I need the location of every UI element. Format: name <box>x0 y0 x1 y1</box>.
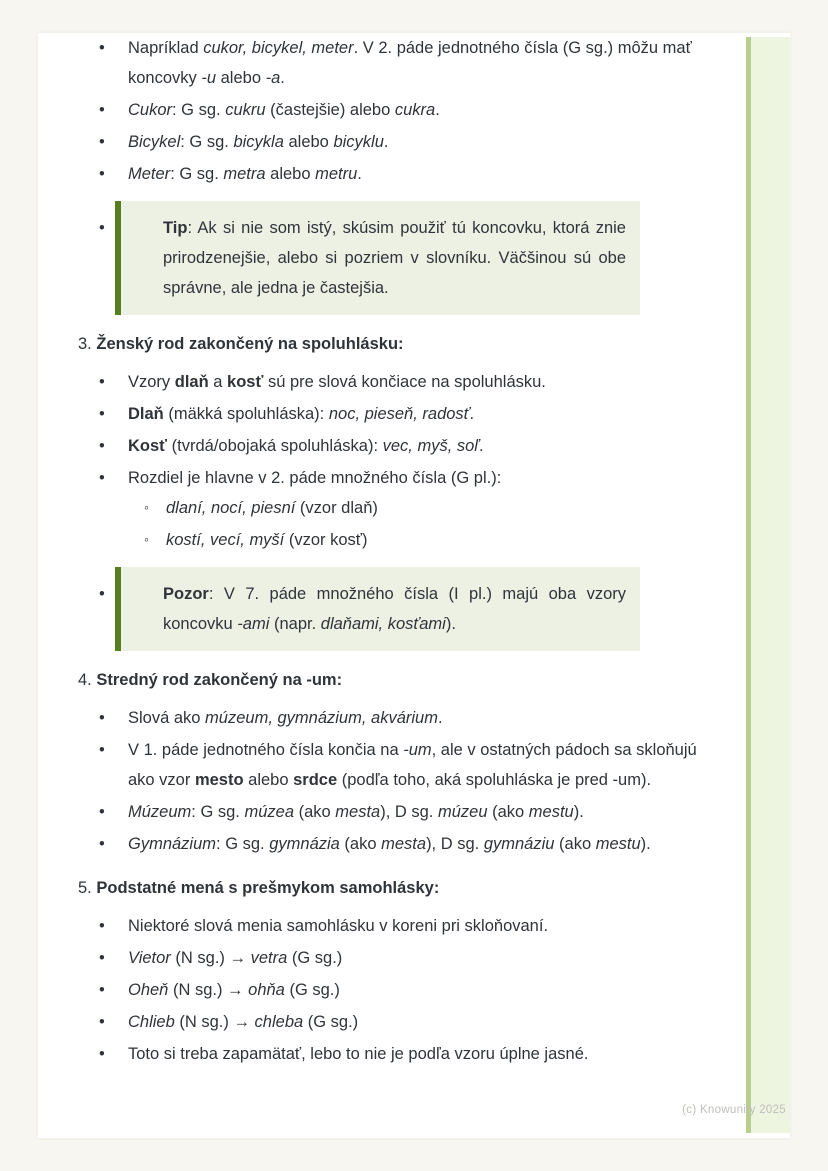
bullet-icon: • <box>99 741 105 759</box>
text-segment: : Ak si nie som istý, skúsim použiť tú koncovku, ktorá znie prirodzenejšie, alebo si pozriem v slovníku. Väčšinou sú obe správne, ale jedna je častejšia. <box>163 219 626 297</box>
text-segment: cukru <box>225 101 266 119</box>
bullet-icon: • <box>99 469 105 487</box>
bullet-icon: • <box>99 1013 105 1031</box>
text-segment: Napríklad <box>128 39 204 57</box>
text-segment: Meter <box>128 165 171 183</box>
text-segment: ), D sg. <box>426 835 484 853</box>
list-item-text <box>128 803 584 821</box>
text-segment: Rozdiel je hlavne v 2. páde množného čísla (G pl.): <box>128 469 502 487</box>
list-item-text <box>128 949 342 967</box>
bullet-icon: • <box>99 165 105 183</box>
bullet-icon: • <box>99 981 105 999</box>
text-segment: : G sg. <box>216 835 270 853</box>
text-segment: -ami <box>237 615 270 633</box>
text-segment: mesto <box>194 771 244 789</box>
text-segment: Kosť <box>128 437 168 455</box>
list-item-text <box>166 531 367 549</box>
text-segment: (ako <box>554 835 596 853</box>
bullet-icon: • <box>99 709 105 727</box>
section-title: Ženský rod zakončený na spoluhlásku: <box>96 335 404 353</box>
list-item <box>78 367 712 397</box>
list-item <box>78 431 712 461</box>
list-item <box>78 1039 712 1069</box>
section-heading <box>78 665 712 695</box>
list-item <box>78 127 712 157</box>
section-title: Stredný rod zakončený na -um: <box>96 671 343 689</box>
text-segment: . <box>437 709 443 727</box>
text-segment: (častejšie) alebo <box>265 101 395 119</box>
list-item <box>78 703 712 733</box>
bullet-icon: • <box>99 803 105 821</box>
text-segment: Vietor <box>128 949 171 967</box>
text-segment: gymnáziu <box>483 835 555 853</box>
watermark: (c) Knowunity 2025 <box>682 1104 786 1116</box>
text-segment: Múzeum <box>128 803 192 821</box>
list-item <box>78 829 712 859</box>
list-item-text <box>166 499 378 517</box>
list-item-text <box>128 835 651 853</box>
text-segment: alebo <box>216 69 266 87</box>
text-segment: (N sg.) → <box>168 981 249 999</box>
section-heading <box>78 329 712 359</box>
bullet-icon: • <box>99 1045 105 1063</box>
text-segment: sú pre slová končiace na spoluhlásku. <box>263 373 546 391</box>
list-item-text <box>128 469 501 487</box>
list-item-text <box>128 981 340 999</box>
text-segment: mestu <box>528 803 574 821</box>
text-segment: (mäkká spoluhláska): <box>163 405 329 423</box>
text-segment: alebo <box>283 133 334 151</box>
callout-text <box>163 219 626 297</box>
text-segment: ). <box>445 615 456 633</box>
section-number: 4. <box>78 671 97 689</box>
text-segment: (G sg.) <box>284 981 340 999</box>
text-segment: (tvrdá/obojaká spoluhláska): <box>167 437 383 455</box>
list-item <box>78 399 712 429</box>
text-segment: (napr. <box>269 615 321 633</box>
text-segment: ). <box>573 803 584 821</box>
bullet-icon: • <box>99 133 105 151</box>
list-item <box>78 797 712 827</box>
text-segment: Dlaň <box>128 405 164 423</box>
text-segment: ), D sg. <box>380 803 438 821</box>
text-segment: mesta <box>335 803 381 821</box>
text-segment: Gymnázium <box>128 835 217 853</box>
text-segment: -um <box>403 741 432 759</box>
text-segment: . <box>280 69 285 87</box>
bullet-icon: • <box>99 917 105 935</box>
list-item-text <box>128 709 443 727</box>
text-segment: bicyklu <box>333 133 384 151</box>
text-segment: múzeum, gymnázium, akvárium <box>205 709 438 727</box>
list-item-text <box>128 437 484 455</box>
text-segment: mestu <box>595 835 641 853</box>
list-item <box>78 943 712 973</box>
text-segment: vec, myš, soľ <box>382 437 479 455</box>
text-segment: alebo <box>265 165 316 183</box>
text-segment: gymnázia <box>269 835 340 853</box>
text-segment: múzea <box>244 803 294 821</box>
text-segment: ohňa <box>248 981 285 999</box>
text-segment: Bicykel <box>128 133 181 151</box>
bullet-icon: • <box>99 405 105 423</box>
text-segment: Cukor <box>128 101 173 119</box>
list-item-text <box>128 1013 358 1031</box>
section-number: 3. <box>78 335 97 353</box>
text-segment: mesta <box>381 835 427 853</box>
section-number: 5. <box>78 879 97 897</box>
list-item-text <box>128 165 362 183</box>
text-segment: (G sg.) <box>287 949 343 967</box>
text-segment: . <box>383 133 389 151</box>
text-segment: chleba <box>254 1013 304 1031</box>
bullet-icon: • <box>99 39 105 57</box>
text-segment: noc, pieseň, radosť <box>328 405 470 423</box>
list-item <box>78 975 712 1005</box>
text-segment: . <box>357 165 362 183</box>
list-item-text <box>128 741 697 789</box>
text-segment: (vzor dlaň) <box>295 499 378 517</box>
text-segment: V 1. páde jednotného čísla končia na <box>128 741 404 759</box>
bullet-icon: • <box>99 949 105 967</box>
text-segment: , ale v ostatných pádoch sa skloňujú ako vzor <box>128 741 697 789</box>
text-segment: -u <box>201 69 217 87</box>
text-segment: (G sg.) <box>303 1013 359 1031</box>
text-segment: . V 2. páde jednotného čísla (G sg.) môžu mať koncovky <box>128 39 692 87</box>
text-segment: . <box>469 405 475 423</box>
text-segment: kostí, vecí, myší <box>166 531 285 549</box>
text-segment: -a <box>265 69 281 87</box>
text-segment: (podľa toho, aká spoluhláska je pred -um). <box>337 771 652 789</box>
bullet-icon: • <box>99 437 105 455</box>
text-segment: a <box>208 373 228 391</box>
text-segment: dlaň <box>174 373 209 391</box>
list-item <box>78 33 712 93</box>
text-segment: alebo <box>243 771 294 789</box>
text-segment: (N sg.) → <box>170 949 251 967</box>
text-segment: Tip <box>163 219 188 237</box>
sub-list-item <box>78 493 712 523</box>
text-segment: ). <box>640 835 651 853</box>
text-segment: : G sg. <box>180 133 234 151</box>
list-item-text <box>128 39 692 87</box>
bullet-icon: • <box>99 585 105 603</box>
document-page <box>38 33 790 1138</box>
text-segment: dlaňami, kosťami <box>320 615 446 633</box>
sub-list-item <box>78 525 712 555</box>
list-item-text <box>128 101 440 119</box>
list-item-text <box>128 133 388 151</box>
text-segment: (vzor kosť) <box>284 531 368 549</box>
list-item-text <box>128 373 546 391</box>
text-segment: metra <box>223 165 266 183</box>
text-segment: (N sg.) → <box>174 1013 255 1031</box>
bullet-icon: • <box>99 835 105 853</box>
list-item-text <box>128 1045 588 1063</box>
text-segment: bicykla <box>233 133 284 151</box>
text-segment: : V 7. páde množného čísla (I pl.) majú oba vzory koncovku <box>163 585 626 633</box>
circle-bullet-icon: ◦ <box>144 499 149 515</box>
text-segment: Oheň <box>128 981 169 999</box>
list-item <box>78 95 712 125</box>
bullet-icon: • <box>99 373 105 391</box>
text-segment: : G sg. <box>191 803 245 821</box>
list-item-text <box>128 917 548 935</box>
section-title: Podstatné mená s prešmykom samohlásky: <box>96 879 440 897</box>
text-segment: múzeu <box>437 803 488 821</box>
text-segment: Chlieb <box>128 1013 175 1031</box>
text-segment: (ako <box>487 803 529 821</box>
text-segment: . <box>478 437 484 455</box>
list-item-text <box>128 405 474 423</box>
list-item <box>78 159 712 189</box>
text-segment: Toto si treba zapamätať, lebo to nie je podľa vzoru úplne jasné. <box>128 1045 589 1063</box>
text-segment: : G sg. <box>172 101 226 119</box>
text-segment: Vzory <box>128 373 175 391</box>
side-accent-bar <box>746 37 790 1133</box>
callout-box <box>99 201 640 315</box>
section-heading <box>78 873 712 903</box>
text-segment: . <box>435 101 440 119</box>
text-segment: (ako <box>294 803 336 821</box>
document-content <box>78 33 712 1071</box>
text-segment: dlaní, nocí, piesní <box>166 499 296 517</box>
text-segment: Niektoré slová menia samohlásku v koreni pri skloňovaní. <box>128 917 549 935</box>
text-segment: (ako <box>339 835 382 853</box>
list-item <box>78 735 712 795</box>
list-item <box>78 463 712 493</box>
text-segment: srdce <box>293 771 338 789</box>
text-segment: cukor, bicykel, meter <box>203 39 354 57</box>
callout-box <box>99 567 640 651</box>
list-item <box>78 911 712 941</box>
bullet-icon: • <box>99 101 105 119</box>
text-segment: : G sg. <box>170 165 224 183</box>
text-segment: vetra <box>250 949 288 967</box>
text-segment: Slová ako <box>128 709 206 727</box>
text-segment: cukra <box>394 101 436 119</box>
text-segment: Pozor <box>163 585 209 603</box>
callout-text <box>163 585 626 633</box>
bullet-icon: • <box>99 219 105 237</box>
text-segment: metru <box>315 165 358 183</box>
text-segment: kosť <box>227 373 264 391</box>
list-item <box>78 1007 712 1037</box>
circle-bullet-icon: ◦ <box>144 531 149 547</box>
